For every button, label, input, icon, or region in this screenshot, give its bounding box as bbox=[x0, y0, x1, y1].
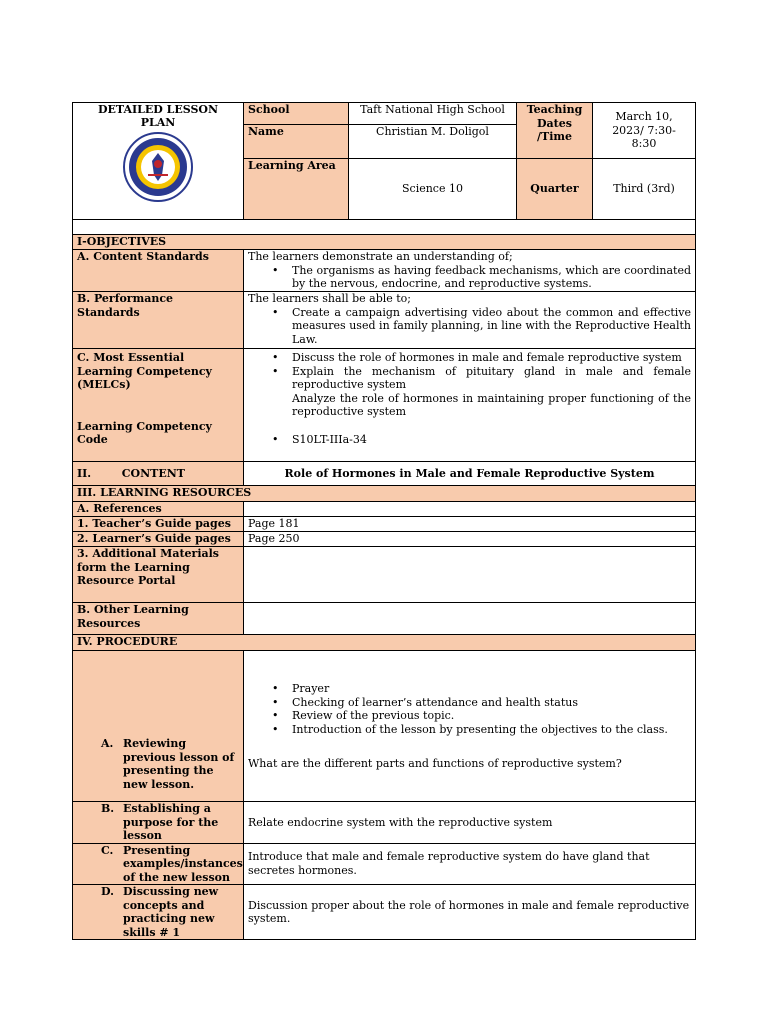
list-item: • Discuss the role of hormones in male and female reproductive system bbox=[292, 351, 691, 365]
references-value bbox=[244, 502, 696, 517]
teaching-dates-value: March 10, 2023/ 7:30-8:30 bbox=[593, 103, 696, 159]
content-standards-intro: The learners demonstrate an understanding of; bbox=[248, 250, 513, 263]
procedure-d-value: Discussion proper about the role of hormones in male and female reproductive system. bbox=[244, 885, 696, 940]
list-item: • Introduction of the lesson by presenting the objectives to the class. bbox=[292, 723, 691, 737]
learning-area-label: Learning Area bbox=[244, 159, 349, 220]
objectives-heading: I-OBJECTIVES bbox=[73, 235, 696, 250]
learners-guide-value: Page 250 bbox=[244, 532, 696, 547]
procedure-c-list bbox=[77, 843, 243, 885]
melcs-label: C. Most Essential Learning Competency (MELCs) bbox=[77, 351, 212, 391]
procedure-d-list bbox=[77, 885, 239, 939]
school-label: School bbox=[244, 103, 349, 125]
list-item: • Explain the mechanism of pituitary gland in male and female reproductive system bbox=[292, 365, 691, 392]
procedure-b-cell bbox=[73, 802, 244, 844]
lesson-plan-table bbox=[72, 102, 696, 940]
name-value: Christian M. Doligol bbox=[349, 125, 517, 159]
performance-standards-label: B. Performance Standards bbox=[73, 292, 244, 349]
additional-materials-value bbox=[244, 547, 696, 603]
procedure-b-value: Relate endocrine system with the reproductive system bbox=[244, 802, 696, 844]
other-resources-value bbox=[244, 603, 696, 635]
performance-standards-cell bbox=[244, 292, 696, 349]
teaching-dates-label: Teaching Dates /Time bbox=[517, 103, 593, 159]
melcs-content-cell bbox=[244, 349, 696, 462]
procedure-d-cell bbox=[73, 885, 244, 940]
procedure-a-items bbox=[248, 682, 691, 736]
list-item: • The organisms as having feedback mechanisms, which are coordinated by the nervous, endocrine, and reproductive systems. bbox=[292, 264, 691, 291]
content-standards-list bbox=[248, 264, 691, 291]
list-item: • Prayer bbox=[292, 682, 691, 696]
lesson-plan-document bbox=[72, 102, 695, 940]
quarter-value: Third (3rd) bbox=[593, 159, 696, 220]
performance-standards-intro: The learners shall be able to; bbox=[248, 292, 412, 305]
procedure-heading: IV. PROCEDURE bbox=[73, 635, 696, 651]
procedure-c-label: C. Presenting examples/instances of the new lesson bbox=[101, 843, 243, 884]
performance-standards-list bbox=[248, 306, 691, 347]
procedure-b-label: B. Establishing a purpose for the lesson bbox=[101, 802, 219, 842]
list-item: • Review of the previous topic. bbox=[292, 709, 691, 723]
procedure-a-list bbox=[77, 737, 239, 791]
learners-guide-label: 2. Learner’s Guide pages bbox=[73, 532, 244, 547]
deped-seal-icon bbox=[122, 131, 194, 203]
procedure-b-list bbox=[77, 802, 239, 843]
document-title-cell bbox=[73, 103, 244, 220]
resources-heading: III. LEARNING RESOURCES bbox=[73, 486, 696, 502]
content-standards-label: A. Content Standards bbox=[73, 250, 244, 292]
learning-area-value: Science 10 bbox=[349, 159, 517, 220]
list-item: • Create a campaign advertising video about the common and effective measures used in family planning, in line with the Reproductive Health Law. bbox=[292, 306, 691, 347]
melcs-extra: Analyze the role of hormones in maintaining proper functioning of the reproductive system bbox=[292, 391, 691, 418]
procedure-a-label: A. Reviewing previous lesson of presenting the new lesson. bbox=[101, 737, 235, 791]
references-label: A. References bbox=[73, 502, 244, 517]
procedure-a-cell bbox=[73, 651, 244, 802]
procedure-c-value: Introduce that male and female reproductive system do have gland that secretes hormones. bbox=[244, 843, 696, 885]
school-value: Taft National High School bbox=[349, 103, 517, 125]
procedure-a-question: What are the different parts and functions of reproductive system? bbox=[248, 757, 622, 770]
additional-materials-label: 3. Additional Materials form the Learning Resource Portal bbox=[73, 547, 244, 603]
content-value: Role of Hormones in Male and Female Reproductive System bbox=[244, 462, 696, 486]
name-label: Name bbox=[244, 125, 349, 159]
procedure-a-content bbox=[244, 651, 696, 802]
teachers-guide-value: Page 181 bbox=[244, 517, 696, 532]
document-title: DETAILED LESSON PLAN bbox=[97, 103, 219, 129]
other-resources-label: B. Other Learning Resources bbox=[73, 603, 244, 635]
spacer-row bbox=[73, 220, 696, 235]
competency-code-list bbox=[248, 433, 691, 447]
teachers-guide-label: 1. Teacher’s Guide pages bbox=[73, 517, 244, 532]
list-item: • Checking of learner’s attendance and health status bbox=[292, 696, 691, 710]
procedure-d-label: D. Discussing new concepts and practicing new skills # 1 bbox=[101, 885, 219, 939]
competency-code: • S10LT-IIIa-34 bbox=[292, 433, 691, 447]
melcs-cell bbox=[73, 349, 244, 462]
procedure-c-cell bbox=[73, 843, 244, 885]
quarter-label: Quarter bbox=[517, 159, 593, 220]
content-label: II. CONTENT bbox=[73, 462, 244, 486]
melcs-list bbox=[248, 349, 691, 392]
content-standards-cell bbox=[244, 250, 696, 292]
competency-code-label: Learning Competency Code bbox=[77, 419, 212, 446]
